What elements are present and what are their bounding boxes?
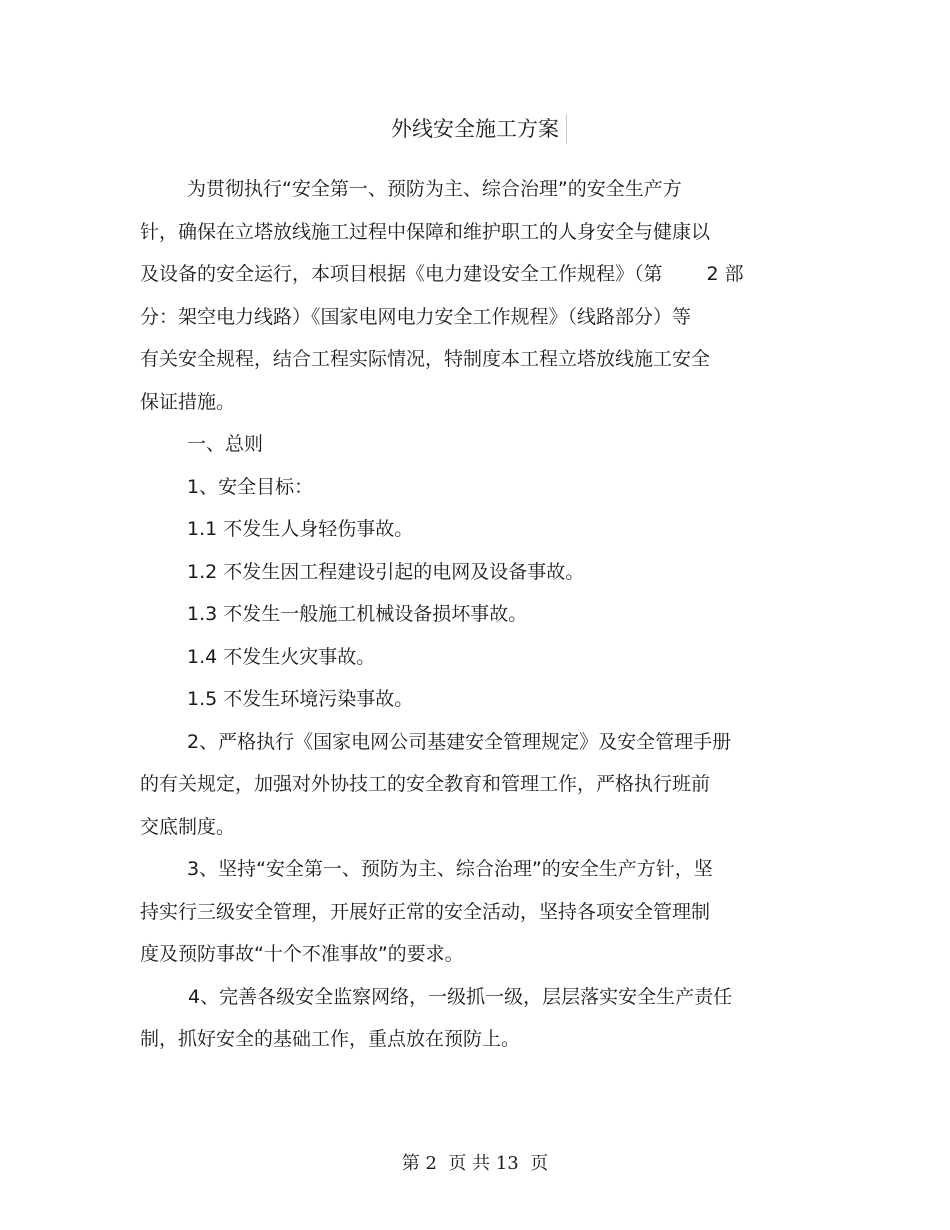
paragraph-line: 的有关规定，加强对外协技工的安全教育和管理工作，严格执行班前 (140, 773, 711, 795)
paragraph-line: 有关安全规程，结合工程实际情况，特制度本工程立塔放线施工安全 (140, 348, 711, 370)
paragraph-line: 3、坚持“安全第一、预防为主、综合治理”的安全生产方针，坚 (187, 858, 713, 880)
list-item: 1.2 不发生因工程建设引起的电网及设备事故。 (187, 561, 585, 583)
list-item: 1.3 不发生一般施工机械设备损坏事故。 (187, 603, 528, 625)
paragraph-line: 为贯彻执行“安全第一、预防为主、综合治理”的安全生产方 (187, 178, 682, 200)
paragraph-line: 度及预防事故“十个不准事故”的要求。 (140, 943, 464, 965)
section-heading: 一、总则 (187, 433, 264, 455)
paragraph-line: 持实行三级安全管理，开展好正常的安全活动，坚持各项安全管理制 (140, 901, 711, 923)
cursor-mark (566, 114, 567, 144)
list-item: 1、安全目标： (187, 476, 314, 498)
document-title: 外线安全施工方案 (391, 117, 559, 141)
paragraph-line: 2、严格执行《国家电网公司基建安全管理规定》及安全管理手册 (187, 731, 732, 753)
list-item: 1.4 不发生火灾事故。 (187, 646, 376, 668)
paragraph-line: 及设备的安全运行，本项目根据《电力建设安全工作规程》（第 2 部 (140, 263, 744, 285)
paragraph-line: 保证措施。 (140, 391, 236, 413)
paragraph-line: 针，确保在立塔放线施工过程中保障和维护职工的人身安全与健康以 (140, 221, 711, 243)
paragraph-line: 交底制度。 (140, 816, 236, 838)
list-item: 1.5 不发生环境污染事故。 (187, 688, 414, 710)
paragraph-line: 分：架空电力线路）《国家电网电力安全工作规程》（线路部分）等 (140, 306, 692, 328)
page-number: 第 2 页 共 13 页 (401, 1153, 549, 1174)
paragraph-line: 4、完善各级安全监察网络，一级抓一级，层层落实安全生产责任 (188, 986, 733, 1008)
paragraph-line: 制，抓好安全的基础工作，重点放在预防上。 (140, 1028, 521, 1050)
list-item: 1.1 不发生人身轻伤事故。 (187, 518, 414, 540)
